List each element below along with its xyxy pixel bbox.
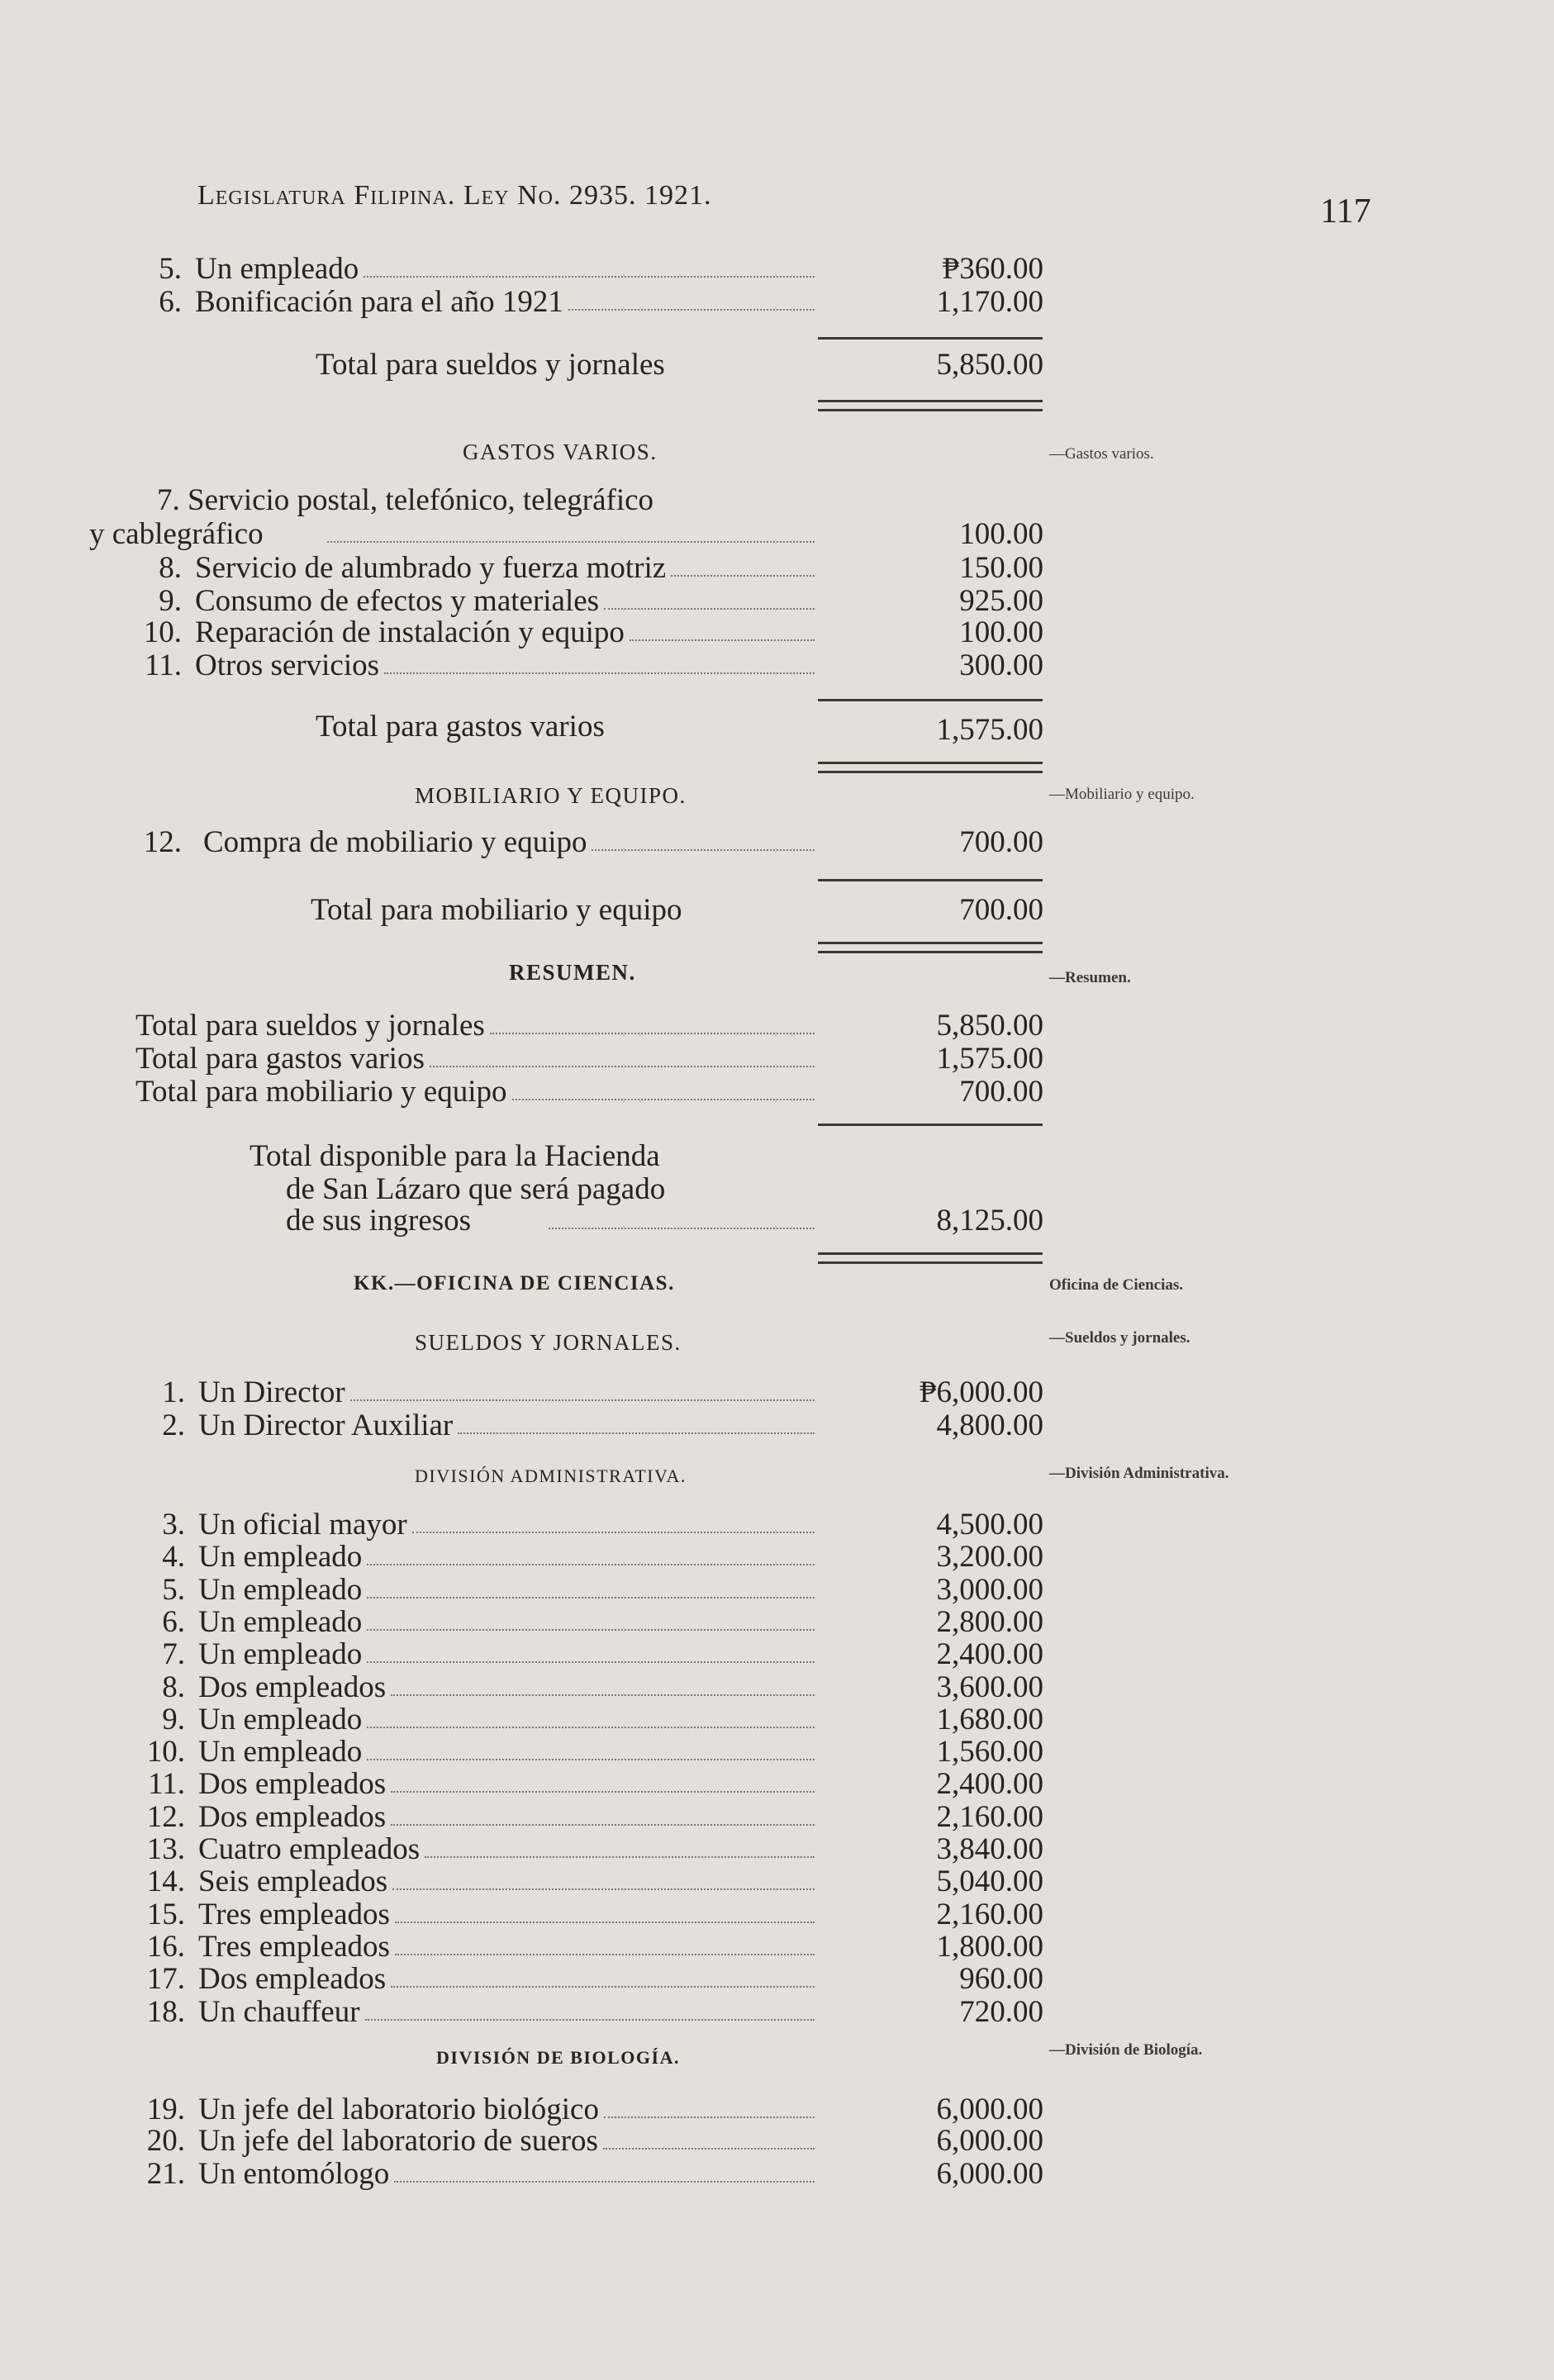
leader-dots — [458, 1432, 815, 1434]
item-number: 8. — [162, 1670, 185, 1704]
item-amount: 3,600.00 — [936, 1670, 1043, 1704]
item-label: Un empleado — [195, 252, 359, 286]
item-amount: 2,160.00 — [936, 1799, 1043, 1834]
item-label: Un empleado — [198, 1702, 363, 1736]
item-label: Reparación de instalación y equipo — [195, 615, 625, 649]
leader-dots — [671, 575, 815, 577]
leader-dots — [604, 608, 815, 610]
grand-total-line1: Total disponible para la Hacienda — [249, 1139, 660, 1173]
item-amount: 925.00 — [959, 584, 1043, 618]
item-amount: 2,800.00 — [936, 1604, 1043, 1639]
ledger-row — [0, 1076, 1554, 1109]
item-label: Un empleado — [198, 1540, 363, 1575]
leader-dots — [367, 1661, 815, 1663]
grand-total-line3: de sus ingresos 8,125.00 — [286, 1204, 1043, 1238]
leader-dots — [490, 1033, 815, 1034]
leader-dots — [367, 1759, 815, 1760]
leader-dots — [391, 1694, 815, 1696]
ledger-row — [0, 1638, 1554, 1671]
sueldos-jornales-heading: SUELDOS Y JORNALES. — [415, 1330, 682, 1355]
division-administrativa-heading: DIVISIÓN ADMINISTRATIVA. — [415, 1466, 687, 1486]
leader-dots — [395, 1954, 815, 1955]
item-amount: 720.00 — [959, 1994, 1043, 2029]
item-label: Un oficial mayor — [198, 1508, 407, 1542]
leader-dots — [367, 1597, 815, 1599]
item-amount: 100.00 — [959, 615, 1043, 649]
item-number: 21. — [146, 2157, 185, 2191]
item-amount: 3,000.00 — [936, 1572, 1043, 1607]
item-number: 14. — [146, 1865, 185, 1899]
item-number: 12. — [146, 1799, 185, 1834]
item-label: Un jefe del laboratorio de sueros — [198, 2124, 598, 2158]
ledger-row — [0, 2158, 1554, 2191]
item-amount: ₱360.00 — [942, 252, 1043, 286]
item-label: Un empleado — [198, 1637, 363, 1672]
ledger-row — [0, 1801, 1554, 1834]
oficina-ciencias-margin-note: Oficina de Ciencias. — [1049, 1276, 1184, 1294]
item-number: 6. — [162, 1604, 185, 1639]
item-amount: ₱6,000.00 — [919, 1375, 1043, 1409]
item-label: Un empleado — [198, 1572, 363, 1607]
item-amount: 1,560.00 — [936, 1735, 1043, 1770]
total-double-rule — [818, 1252, 1043, 1264]
total-double-rule — [818, 942, 1043, 953]
item-number: 8. — [159, 551, 182, 585]
item-label: Un Director Auxiliar — [198, 1409, 454, 1442]
item-label: Un chauffeur — [198, 1994, 360, 2029]
leader-dots — [365, 2019, 815, 2021]
ledger-row — [0, 1931, 1554, 1964]
ledger-row — [0, 1376, 1554, 1409]
leader-dots — [430, 1066, 815, 1067]
total-mobiliario-amount: 700.00 — [959, 893, 1043, 927]
item-label: Un jefe del laboratorio biológico — [198, 2093, 599, 2126]
leader-dots — [394, 2181, 815, 2183]
division-biologia-margin-note: —División de Biología. — [1049, 2041, 1203, 2059]
item-amount: 300.00 — [959, 648, 1043, 682]
leader-dots — [592, 849, 815, 851]
ledger-row — [0, 286, 1554, 319]
division-biologia-heading: DIVISIÓN DE BIOLOGÍA. — [436, 2047, 680, 2068]
item-amount: 4,500.00 — [936, 1508, 1043, 1542]
item-label: Compra de mobiliario y equipo — [203, 825, 587, 859]
leader-dots — [367, 1629, 815, 1631]
item-number: 7. — [162, 1637, 185, 1672]
item-label: Dos empleados — [198, 1670, 387, 1704]
item-label: Un Director — [198, 1375, 345, 1409]
leader-dots — [395, 1922, 815, 1923]
leader-dots — [391, 1791, 815, 1793]
item-label: Un empleado — [198, 1735, 363, 1770]
item-amount: 5,850.00 — [936, 1009, 1043, 1043]
ledger-row — [0, 1541, 1554, 1574]
ledger-row — [0, 616, 1554, 649]
item-label: Dos empleados — [198, 1962, 387, 1997]
ledger-row — [0, 1009, 1554, 1043]
ledger-row — [0, 585, 1554, 618]
ledger-row — [0, 1508, 1554, 1542]
item-number: 5. — [162, 1572, 185, 1607]
item-number: 18. — [146, 1994, 185, 2029]
sum-rule — [818, 1123, 1043, 1126]
item-label: Bonificación para el año 1921 — [195, 285, 563, 319]
item-label: Servicio de alumbrado y fuerza motriz — [195, 551, 667, 585]
total-gastos-amount: 1,575.00 — [936, 713, 1043, 747]
ledger-row — [0, 253, 1554, 286]
gastos-varios-margin-note: —Gastos varios. — [1049, 445, 1154, 463]
mobiliario-heading: MOBILIARIO Y EQUIPO. — [415, 783, 687, 808]
item-label: Un empleado — [198, 1604, 363, 1639]
ledger-row — [0, 1409, 1554, 1442]
leader-dots — [603, 2148, 815, 2150]
ledger-row — [0, 1606, 1554, 1639]
item-number: 4. — [162, 1540, 185, 1575]
total-salaries-amount: 5,850.00 — [936, 348, 1043, 382]
leader-dots — [604, 2116, 815, 2118]
leader-dots — [367, 1564, 815, 1565]
gastos-item-7-line2: y cablegráfico 100.00 — [89, 517, 1043, 551]
ledger-row — [0, 1736, 1554, 1769]
resumen-heading: RESUMEN. — [509, 960, 636, 985]
total-double-rule — [818, 400, 1043, 411]
item-label: Tres empleados — [198, 1929, 390, 1964]
item-number: 11. — [145, 648, 182, 682]
total-mobiliario-label: Total para mobiliario y equipo — [311, 893, 682, 927]
item-number: 1. — [162, 1375, 185, 1409]
leader-dots — [364, 276, 815, 278]
ledger-row — [0, 1865, 1554, 1898]
item-number: 2. — [162, 1409, 185, 1442]
item-number: 3. — [162, 1508, 185, 1542]
oficina-ciencias-heading: KK.—OFICINA DE CIENCIAS. — [354, 1272, 675, 1295]
item-number: 6. — [159, 285, 182, 319]
leader-dots — [630, 639, 815, 641]
item-number: 19. — [146, 2093, 185, 2126]
sum-rule — [818, 879, 1043, 881]
item-label: Dos empleados — [198, 1799, 387, 1834]
item-number: 11. — [148, 1767, 185, 1802]
item-number: 16. — [146, 1929, 185, 1964]
item-number: 17. — [146, 1962, 185, 1997]
running-head: Legislatura Filipina. Ley No. 2935. 1921. — [197, 180, 712, 211]
ledger-row — [0, 1898, 1554, 1931]
item-number: 12. — [143, 825, 182, 859]
item-amount: 3,200.00 — [936, 1540, 1043, 1575]
ledger-row — [0, 552, 1554, 585]
ledger-row — [0, 1996, 1554, 2029]
total-salaries-label: Total para sueldos y jornales — [316, 348, 665, 382]
grand-total-amount: 8,125.00 — [936, 1204, 1043, 1238]
item-number: 15. — [146, 1897, 185, 1931]
item-label: Cuatro empleados — [198, 1832, 421, 1866]
item-number: 20. — [146, 2124, 185, 2158]
item-amount: 6,000.00 — [936, 2157, 1043, 2191]
item-amount: 150.00 — [959, 551, 1043, 585]
sum-rule — [818, 699, 1043, 701]
ledger-row — [0, 649, 1554, 682]
item-label: Total para gastos varios — [135, 1042, 425, 1076]
item-amount: 700.00 — [959, 825, 1043, 859]
item-amount: 6,000.00 — [936, 2124, 1043, 2158]
item-number: 9. — [159, 584, 182, 618]
item-amount: 700.00 — [959, 1075, 1043, 1109]
ledger-row — [0, 1574, 1554, 1607]
item-number: 5. — [159, 252, 182, 286]
item-label: Un entomólogo — [198, 2157, 390, 2191]
item-amount: 1,575.00 — [936, 1042, 1043, 1076]
item-label: Total para sueldos y jornales — [135, 1009, 485, 1043]
ledger-row — [0, 826, 1554, 859]
leader-dots — [384, 672, 815, 674]
item-number: 10. — [143, 615, 182, 649]
sueldos-jornales-margin-note: —Sueldos y jornales. — [1049, 1329, 1190, 1347]
item-amount: 2,160.00 — [936, 1897, 1043, 1931]
item-label: Seis empleados — [198, 1865, 388, 1899]
leader-dots — [425, 1856, 815, 1858]
sum-rule — [818, 337, 1043, 340]
item-amount: 2,400.00 — [936, 1767, 1043, 1802]
item-amount: 5,040.00 — [936, 1865, 1043, 1899]
leader-dots — [392, 1888, 815, 1890]
gastos-item-7-line1: 7. Servicio postal, telefónico, telegráfico — [157, 483, 654, 517]
ledger-row — [0, 2125, 1554, 2158]
leader-dots — [391, 1986, 815, 1988]
leader-dots — [367, 1727, 815, 1728]
gastos-varios-heading: GASTOS VARIOS. — [463, 439, 658, 464]
item-number: 9. — [162, 1702, 185, 1736]
item-amount: 2,400.00 — [936, 1637, 1043, 1672]
leader-dots — [568, 309, 815, 311]
item-amount: 6,000.00 — [936, 2093, 1043, 2126]
item-amount: 3,840.00 — [936, 1832, 1043, 1866]
ledger-row — [0, 1963, 1554, 1996]
total-double-rule — [818, 762, 1043, 773]
grand-total-line2: de San Lázaro que será pagado — [286, 1172, 666, 1206]
item-amount: 1,170.00 — [936, 285, 1043, 319]
resumen-margin-note: —Resumen. — [1049, 969, 1131, 986]
division-administrativa-margin-note: —División Administrativa. — [1049, 1465, 1229, 1482]
leader-dots — [391, 1824, 815, 1826]
ledger-row — [0, 1768, 1554, 1801]
item-label: Otros servicios — [195, 648, 379, 682]
leader-dots — [412, 1532, 815, 1533]
ledger-row — [0, 1043, 1554, 1076]
ledger-row — [0, 1833, 1554, 1866]
item-amount: 1,680.00 — [936, 1702, 1043, 1736]
page-number: 117 — [1320, 192, 1371, 230]
leader-dots — [350, 1399, 815, 1401]
item-amount: 960.00 — [959, 1962, 1043, 1997]
leader-dots — [512, 1099, 815, 1100]
mobiliario-margin-note: —Mobiliario y equipo. — [1049, 786, 1195, 803]
item-label: Consumo de efectos y materiales — [195, 584, 600, 618]
item-amount: 1,800.00 — [936, 1929, 1043, 1964]
total-gastos-label: Total para gastos varios — [316, 710, 605, 743]
item-amount: 4,800.00 — [936, 1409, 1043, 1442]
ledger-row — [0, 1703, 1554, 1736]
ledger-row — [0, 2093, 1554, 2126]
item-label: Dos empleados — [198, 1767, 387, 1802]
item-label: Total para mobiliario y equipo — [135, 1075, 507, 1109]
item-label: Tres empleados — [198, 1897, 390, 1931]
item-number: 10. — [146, 1735, 185, 1770]
ledger-row — [0, 1671, 1554, 1704]
item-number: 13. — [146, 1832, 185, 1866]
